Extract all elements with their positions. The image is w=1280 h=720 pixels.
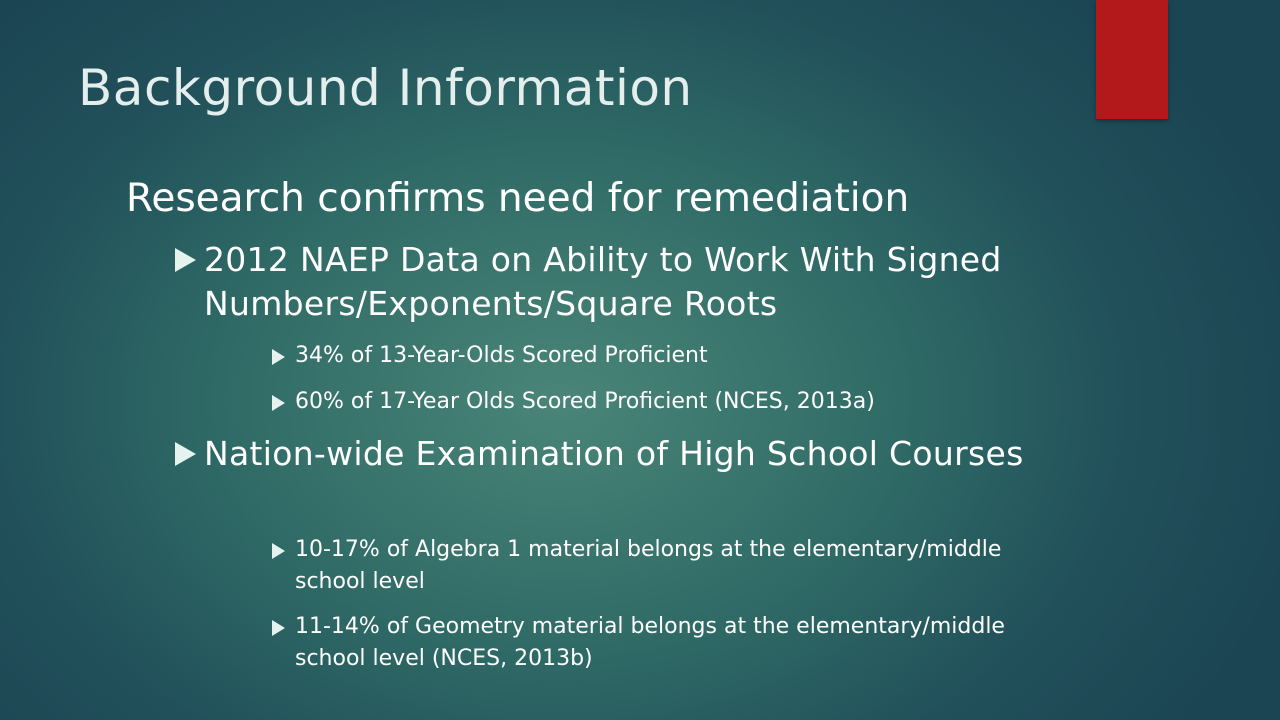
- triangle-bullet-icon: [175, 442, 196, 466]
- bullet-naep-data: [175, 238, 1055, 326]
- bullet-nationwide-exam: [175, 432, 1055, 476]
- triangle-bullet-icon: [175, 248, 196, 272]
- slide-subtitle: Research confirms need for remediation: [126, 176, 910, 221]
- sub-bullet-text: 11-14% of Geometry material belongs at the elementary/middle school level (NCES, 2013b): [295, 614, 1005, 671]
- triangle-bullet-icon: [272, 543, 285, 559]
- triangle-bullet-icon: [272, 395, 285, 411]
- accent-tab: [1096, 0, 1168, 119]
- bullet-text: Nation-wide Examination of High School Courses: [204, 434, 1024, 473]
- bullet-text: 2012 NAEP Data on Ability to Work With Signed Numbers/Exponents/Square Roots: [204, 240, 1002, 323]
- sub-bullet-text: 10-17% of Algebra 1 material belongs at the elementary/middle school level: [295, 537, 1002, 594]
- sub-bullet-13-year-olds: [272, 340, 1032, 372]
- triangle-bullet-icon: [272, 620, 285, 636]
- sub-bullet-text: 34% of 13-Year-Olds Scored Proficient: [295, 343, 708, 368]
- sub-bullet-algebra: [272, 534, 1032, 598]
- sub-bullet-geometry: [272, 611, 1032, 675]
- triangle-bullet-icon: [272, 349, 285, 365]
- sub-bullet-text: 60% of 17-Year Olds Scored Proficient (NCES, 2013a): [295, 389, 875, 414]
- sub-bullet-17-year-olds: [272, 386, 1032, 418]
- slide-title: Background Information: [78, 59, 693, 117]
